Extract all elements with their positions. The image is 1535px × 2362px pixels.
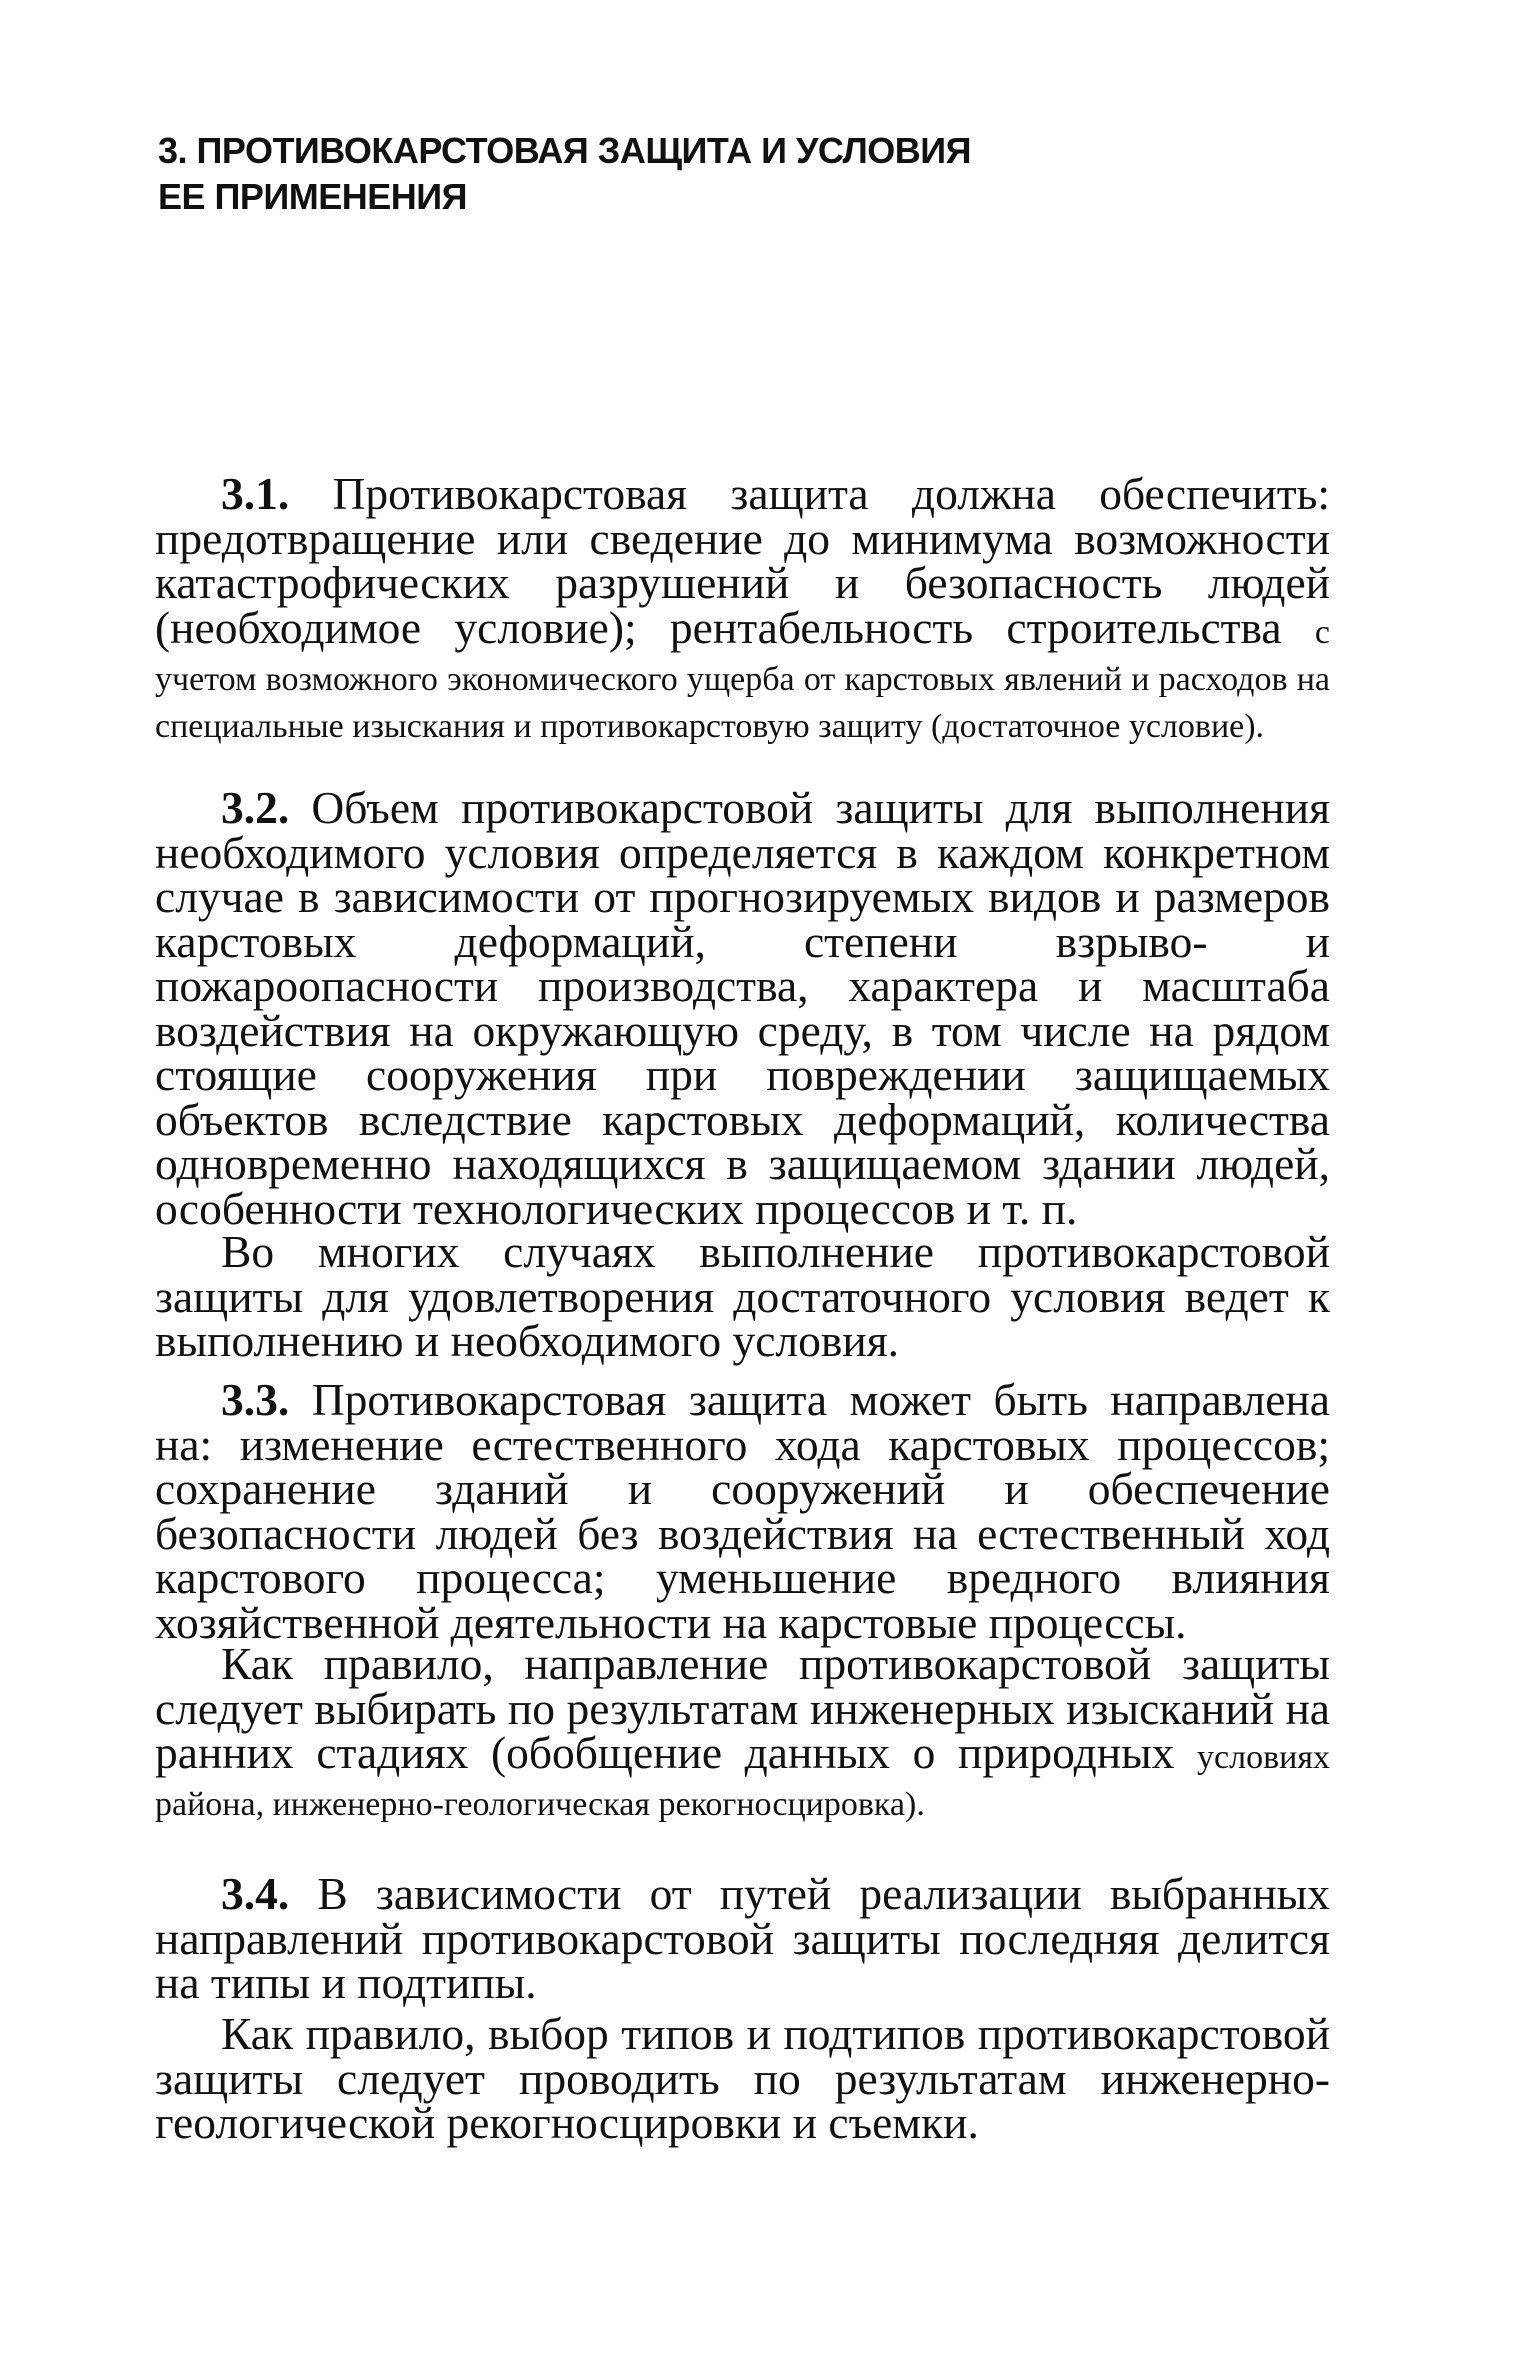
section-title-line-2: ЕЕ ПРИМЕНЕНИЯ [158, 176, 468, 217]
paragraph-text-small: условиях района, инженерно-геологическая рекогносцировка). [155, 1739, 1330, 1823]
paragraph-text: В зависимости от путей реализации выбранных направлений противокарстовой защиты последняя делится на типы и подтипы. [155, 1868, 1330, 2008]
paragraph-3-2-continued [155, 1226, 1330, 1366]
paragraph-text: Противокарстовая защита может быть направлена на: изменение естественного хода карстовых процессов; сохранение зданий и сооружений и обеспечение безопасности людей без воздействия на естественный ход карстового процесса; уменьшение вредного влияния хозяйственной деятельности на карстовые процессы. [155, 1374, 1331, 1648]
section-heading [158, 128, 1358, 220]
paragraph-text: Объем противокарстовой защиты для выполнения необходимого условия определяется в каждом конкретном случае в зависимости от прогнозируемых видов и размеров карстовых деформаций, степени взрыво- и пожароопасности производства, характера и масштаба воздействия на окружающую среду, в том числе на рядом стоящие сооружения при повреждении защищаемых объектов вследствие карстовых деформаций, количества одновременно находящихся в защищаемом здании людей, особенности технологических процессов и т. п. [155, 782, 1330, 1234]
paragraph-text: Как правило, выбор типов и подтипов противокарстовой защиты следует проводить по результатам инженерно-геологической рекогносцировки и съемки. [155, 2008, 1330, 2148]
paragraph-3-3 [155, 1374, 1331, 1648]
paragraph-3-1 [155, 468, 1330, 747]
paragraph-text: Как правило, направление противокарстовой защиты следует выбирать по результатам инженерных изысканий на ранних стадиях (обобщение данных о природных [155, 1638, 1330, 1778]
paragraph-text-small: с учетом возможного экономического ущерба от карстовых явлений и расходов на специальные изыскания и противокарстовую защиту (достаточное условие). [155, 613, 1330, 745]
paragraph-number: 3.2. [221, 782, 290, 833]
paragraph-3-3-continued [155, 1638, 1330, 1825]
paragraph-3-2 [155, 782, 1330, 1234]
paragraph-number: 3.4. [221, 1868, 290, 1919]
paragraph-3-4 [155, 1868, 1330, 2008]
paragraph-number: 3.3. [221, 1374, 290, 1425]
paragraph-text: Противокарстовая защита должна обеспечить: предотвращение или сведение до минимума возможности катастрофических разрушений и безопасность людей (необходимое условие); рентабельность строительства [155, 468, 1330, 653]
paragraph-text: Во многих случаях выполнение противокарстовой защиты для удовлетворения достаточного условия ведет к выполнению и необходимого условия. [155, 1226, 1330, 1366]
section-title-line-1: 3. ПРОТИВОКАРСТОВАЯ ЗАЩИТА И УСЛОВИЯ [158, 130, 971, 171]
paragraph-3-4-continued [155, 2008, 1330, 2148]
paragraph-number: 3.1. [221, 468, 290, 519]
